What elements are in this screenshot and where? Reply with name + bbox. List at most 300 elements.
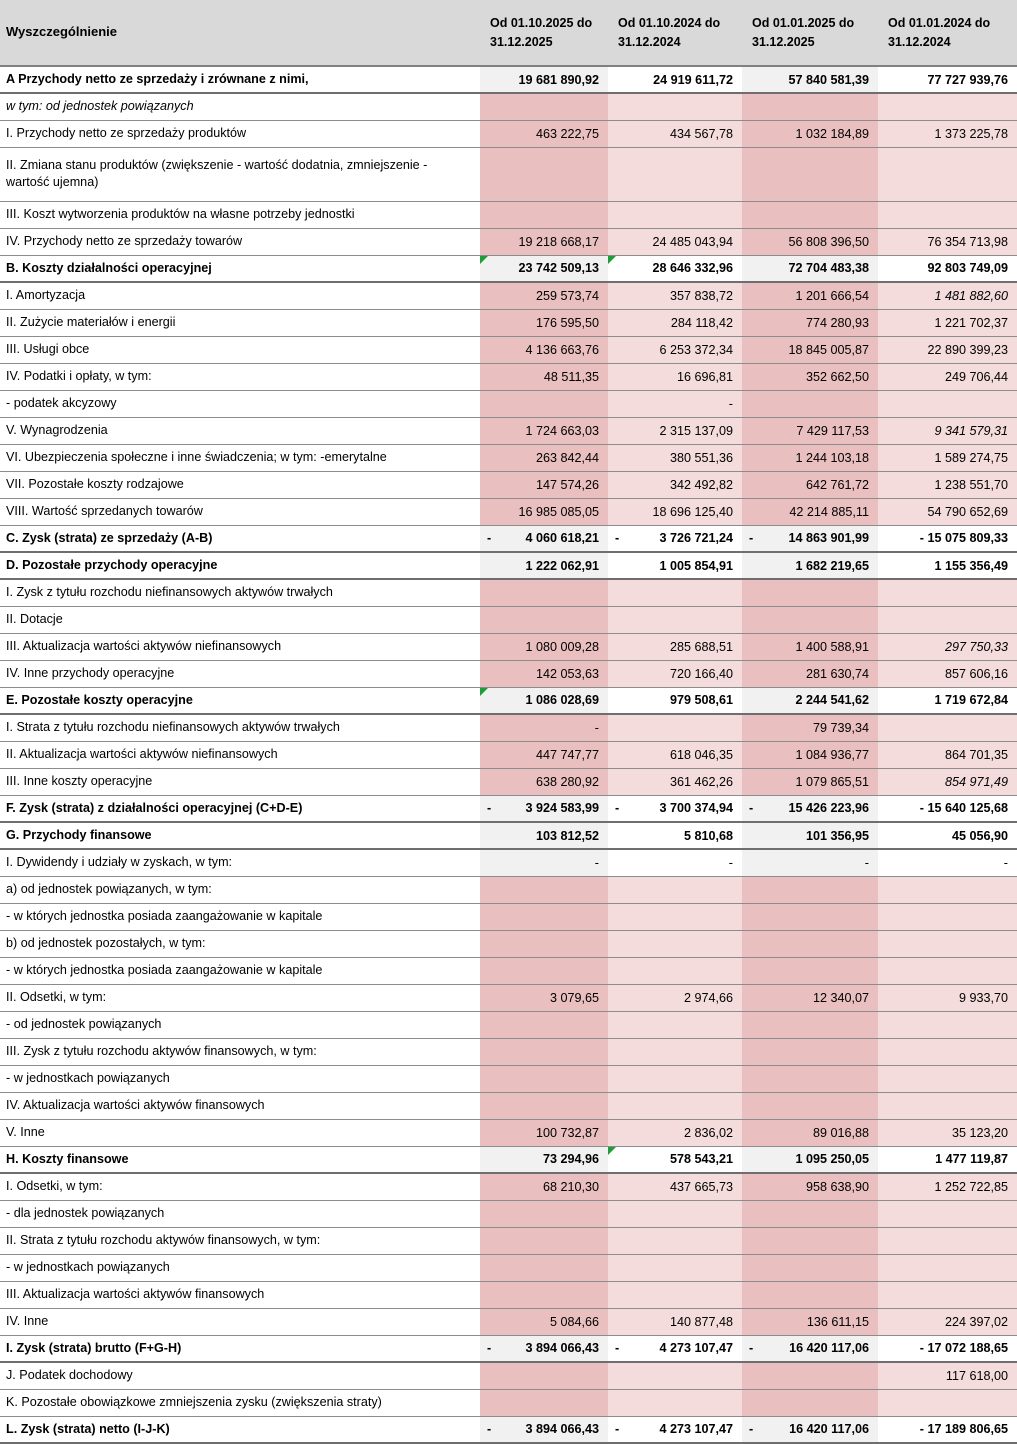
cell-value-col1 (480, 1119, 608, 1146)
table-row (0, 525, 1017, 552)
cell-value-col2 (608, 1200, 742, 1227)
table-row (0, 687, 1017, 714)
header-column-1: Od 01.10.2025 do 31.12.2025 (480, 0, 608, 66)
cell-value-col3 (742, 444, 878, 471)
cell-value-col4 (878, 498, 1017, 525)
cell-value-col1 (480, 1173, 608, 1200)
cell-text: 16 420 117,06 (789, 1341, 869, 1356)
table-row (0, 1281, 1017, 1308)
cell-value-col2 (608, 228, 742, 255)
header-column-4: Od 01.01.2024 do 31.12.2024 (878, 0, 1017, 66)
cell-value-col2 (608, 255, 742, 282)
header-label-column: Wyszczególnienie (0, 0, 480, 66)
table-row (0, 363, 1017, 390)
cell-value-col3 (742, 1362, 878, 1389)
table-row (0, 822, 1017, 849)
cell-value-col3 (742, 390, 878, 417)
cell-value-col2 (608, 525, 742, 552)
cell-text: 1 719 672,84 (934, 693, 1008, 708)
cell-value-col2 (608, 984, 742, 1011)
cell-text: 7 429 117,53 (796, 423, 869, 438)
row-label: J. Podatek dochodowy (0, 1362, 480, 1389)
cell-text: 16 420 117,06 (789, 1422, 869, 1437)
cell-value-col1 (480, 822, 608, 849)
cell-value-col1 (480, 228, 608, 255)
row-label: - dla jednostek powiązanych (0, 1200, 480, 1227)
cell-value-col1 (480, 1254, 608, 1281)
row-label: III. Aktualizacja wartości aktywów niefinansowych (0, 633, 480, 660)
header-column-3: Od 01.01.2025 do 31.12.2025 (742, 0, 878, 66)
table-row (0, 1200, 1017, 1227)
cell-value-col2 (608, 120, 742, 147)
cell-value-col2 (608, 957, 742, 984)
cell-value-col4 (878, 984, 1017, 1011)
cell-value-col2 (608, 822, 742, 849)
cell-value-col4 (878, 201, 1017, 228)
cell-value-col4 (878, 1092, 1017, 1119)
cell-text: 176 595,50 (535, 315, 599, 330)
cell-text: 3 726 721,24 (659, 531, 733, 546)
cell-text: 281 630,74 (805, 666, 869, 681)
cell-value-col3 (742, 1416, 878, 1443)
cell-text: 2 974,66 (683, 990, 733, 1005)
cell-value-col1 (480, 93, 608, 120)
row-label: III. Inne koszty operacyjne (0, 768, 480, 795)
table-row (0, 1146, 1017, 1173)
cell-value-col2 (608, 93, 742, 120)
negative-sign: - (615, 801, 620, 816)
cell-text: 79 739,34 (812, 720, 869, 735)
cell-value-col3 (742, 1200, 878, 1227)
cell-text: 1 724 663,03 (525, 423, 599, 438)
cell-value-col4 (878, 822, 1017, 849)
cell-value-col4 (878, 1362, 1017, 1389)
cell-value-col2 (608, 1146, 742, 1173)
cell-value-col4 (878, 930, 1017, 957)
cell-text: 136 611,15 (806, 1314, 869, 1329)
cell-value-col4 (878, 525, 1017, 552)
cell-value-col2 (608, 1011, 742, 1038)
table-row (0, 984, 1017, 1011)
cell-value-col3 (742, 1119, 878, 1146)
table-row (0, 930, 1017, 957)
negative-sign: - (615, 531, 620, 546)
row-label: - w jednostkach powiązanych (0, 1254, 480, 1281)
cell-value-col4 (878, 1173, 1017, 1200)
cell-value-col3 (742, 1173, 878, 1200)
cell-text: 14 863 901,99 (788, 531, 869, 546)
row-label: b) od jednostek pozostałych, w tym: (0, 930, 480, 957)
cell-text: 45 056,90 (951, 828, 1008, 843)
cell-value-col3 (742, 282, 878, 309)
cell-value-col3 (742, 768, 878, 795)
cell-value-col3 (742, 336, 878, 363)
cell-value-col2 (608, 1092, 742, 1119)
row-label: G. Przychody finansowe (0, 822, 480, 849)
row-label: - w jednostkach powiązanych (0, 1065, 480, 1092)
cell-value-col3 (742, 606, 878, 633)
row-label: II. Strata z tytułu rozchodu aktywów finansowych, w tym: (0, 1227, 480, 1254)
row-label: A Przychody netto ze sprzedaży i zrównane z nimi, (0, 66, 480, 93)
cell-text: 958 638,90 (805, 1179, 869, 1194)
cell-text: 16 985 085,05 (518, 504, 599, 519)
row-label: I. Zysk (strata) brutto (F+G-H) (0, 1335, 480, 1362)
cell-text: 9 341 579,31 (934, 423, 1008, 438)
table-row (0, 768, 1017, 795)
cell-value-col1 (480, 552, 608, 579)
cell-text: 1 095 250,05 (795, 1152, 869, 1167)
cell-text: 224 397,02 (944, 1314, 1008, 1329)
cell-value-col2 (608, 876, 742, 903)
cell-text: 42 214 885,11 (789, 504, 869, 519)
table-row (0, 1308, 1017, 1335)
cell-value-col4 (878, 363, 1017, 390)
cell-value-col1 (480, 1200, 608, 1227)
cell-value-col3 (742, 1092, 878, 1119)
cell-value-col4 (878, 1065, 1017, 1092)
table-row (0, 957, 1017, 984)
cell-value-col2 (608, 498, 742, 525)
cell-value-col1 (480, 579, 608, 606)
cell-value-col1 (480, 876, 608, 903)
cell-text: 24 919 611,72 (653, 72, 733, 87)
cell-value-col1 (480, 1335, 608, 1362)
table-row (0, 201, 1017, 228)
cell-text: 142 053,63 (535, 666, 599, 681)
cell-value-col3 (742, 579, 878, 606)
cell-value-col2 (608, 444, 742, 471)
row-label: F. Zysk (strata) z działalności operacyjnej (C+D-E) (0, 795, 480, 822)
cell-value-col1 (480, 1065, 608, 1092)
cell-text: 3 894 066,43 (525, 1341, 599, 1356)
cell-value-col3 (742, 687, 878, 714)
row-label: E. Pozostałe koszty operacyjne (0, 687, 480, 714)
cell-value-col4 (878, 1389, 1017, 1416)
cell-value-col4 (878, 336, 1017, 363)
cell-value-col2 (608, 363, 742, 390)
cell-value-col2 (608, 660, 742, 687)
cell-value-col4 (878, 444, 1017, 471)
cell-text: 35 123,20 (951, 1125, 1008, 1140)
cell-value-col1 (480, 201, 608, 228)
cell-text: 28 646 332,96 (652, 261, 733, 276)
cell-value-col2 (608, 1119, 742, 1146)
cell-value-col4 (878, 1011, 1017, 1038)
row-label: III. Usługi obce (0, 336, 480, 363)
cell-text: - 15 075 809,33 (919, 531, 1008, 546)
cell-text: 3 894 066,43 (525, 1422, 599, 1437)
cell-text: 4 136 663,76 (525, 342, 599, 357)
cell-text: 22 890 399,23 (927, 342, 1008, 357)
row-label: V. Wynagrodzenia (0, 417, 480, 444)
cell-value-col2 (608, 930, 742, 957)
cell-text: 263 842,44 (535, 450, 599, 465)
cell-value-col4 (878, 876, 1017, 903)
cell-text: 19 681 890,92 (518, 72, 599, 87)
row-label: III. Zysk z tytułu rozchodu aktywów finansowych, w tym: (0, 1038, 480, 1065)
cell-text: 1 252 722,85 (934, 1179, 1008, 1194)
row-label: - od jednostek powiązanych (0, 1011, 480, 1038)
cell-value-col1 (480, 687, 608, 714)
cell-value-col3 (742, 822, 878, 849)
cell-value-col1 (480, 768, 608, 795)
cell-value-col4 (878, 255, 1017, 282)
cell-value-col3 (742, 1281, 878, 1308)
cell-text: 1 084 936,77 (795, 747, 869, 762)
negative-sign: - (615, 1422, 620, 1437)
cell-text: 72 704 483,38 (788, 261, 869, 276)
cell-text: 1 238 551,70 (934, 477, 1008, 492)
cell-text: 2 836,02 (683, 1125, 733, 1140)
cell-value-col2 (608, 1173, 742, 1200)
table-row (0, 390, 1017, 417)
cell-text: 447 747,77 (535, 747, 599, 762)
cell-value-col1 (480, 633, 608, 660)
cell-text: 68 210,30 (542, 1179, 599, 1194)
cell-text: 57 840 581,39 (788, 72, 869, 87)
row-label: I. Dywidendy i udziały w zyskach, w tym: (0, 849, 480, 876)
cell-value-col4 (878, 1146, 1017, 1173)
cell-value-col4 (878, 120, 1017, 147)
cell-value-col4 (878, 1281, 1017, 1308)
table-row (0, 1092, 1017, 1119)
cell-text: 16 696,81 (676, 369, 733, 384)
cell-text: 103 812,52 (535, 828, 599, 843)
cell-value-col2 (608, 1416, 742, 1443)
row-label: I. Amortyzacja (0, 282, 480, 309)
cell-text: 857 606,16 (944, 666, 1008, 681)
cell-text: 1 481 882,60 (934, 288, 1008, 303)
cell-value-col1 (480, 660, 608, 687)
cell-text: 642 761,72 (805, 477, 869, 492)
cell-value-col1 (480, 1389, 608, 1416)
row-label: II. Zmiana stanu produktów (zwiększenie - wartość dodatnia, zmniejszenie - wartość ujemna) (0, 147, 480, 201)
cell-text: 19 218 668,17 (518, 234, 599, 249)
cell-value-col1 (480, 606, 608, 633)
cell-text: 1 400 588,91 (795, 639, 869, 654)
cell-text: 23 742 509,13 (518, 261, 599, 276)
cell-text: 285 688,51 (669, 639, 733, 654)
row-label: K. Pozostałe obowiązkowe zmniejszenia zysku (zwiększenia straty) (0, 1389, 480, 1416)
cell-value-col2 (608, 309, 742, 336)
cell-value-col2 (608, 1065, 742, 1092)
cell-value-col4 (878, 1038, 1017, 1065)
cell-value-col2 (608, 66, 742, 93)
cell-text: 342 492,82 (669, 477, 733, 492)
cell-value-col4 (878, 66, 1017, 93)
row-label: II. Dotacje (0, 606, 480, 633)
row-label: B. Koszty działalności operacyjnej (0, 255, 480, 282)
cell-text: 77 727 939,76 (927, 72, 1008, 87)
cell-value-col4 (878, 1416, 1017, 1443)
cell-text: 854 971,49 (944, 774, 1008, 789)
cell-text: 361 462,26 (669, 774, 733, 789)
cell-text: 15 426 223,96 (788, 801, 869, 816)
cell-value-col4 (878, 660, 1017, 687)
row-label: II. Odsetki, w tym: (0, 984, 480, 1011)
cell-text: - (728, 855, 733, 870)
cell-value-col3 (742, 255, 878, 282)
cell-text: 1 079 865,51 (795, 774, 869, 789)
row-label: II. Aktualizacja wartości aktywów niefinansowych (0, 741, 480, 768)
table-row (0, 849, 1017, 876)
cell-value-col2 (608, 1281, 742, 1308)
table-row (0, 876, 1017, 903)
row-label: IV. Przychody netto ze sprzedaży towarów (0, 228, 480, 255)
cell-text: 101 356,95 (805, 828, 869, 843)
table-row (0, 903, 1017, 930)
cell-value-col2 (608, 1362, 742, 1389)
comment-triangle-icon (480, 688, 488, 696)
cell-text: - (864, 855, 869, 870)
cell-value-col2 (608, 147, 742, 201)
cell-value-col2 (608, 579, 742, 606)
cell-value-col4 (878, 228, 1017, 255)
cell-value-col4 (878, 687, 1017, 714)
cell-value-col1 (480, 1281, 608, 1308)
cell-value-col1 (480, 849, 608, 876)
table-row (0, 471, 1017, 498)
cell-value-col1 (480, 1038, 608, 1065)
cell-text: 6 253 372,34 (659, 342, 733, 357)
cell-value-col3 (742, 471, 878, 498)
cell-value-col3 (742, 363, 878, 390)
table-row (0, 1173, 1017, 1200)
cell-value-col4 (878, 795, 1017, 822)
cell-value-col3 (742, 228, 878, 255)
table-row (0, 714, 1017, 741)
negative-sign: - (749, 801, 754, 816)
cell-text: 12 340,07 (812, 990, 869, 1005)
cell-text: 437 665,73 (669, 1179, 733, 1194)
cell-value-col4 (878, 1254, 1017, 1281)
cell-value-col4 (878, 957, 1017, 984)
cell-text: 89 016,88 (812, 1125, 869, 1140)
table-row (0, 1389, 1017, 1416)
cell-value-col4 (878, 1227, 1017, 1254)
cell-value-col3 (742, 795, 878, 822)
cell-value-col3 (742, 876, 878, 903)
cell-value-col1 (480, 930, 608, 957)
cell-value-col3 (742, 1308, 878, 1335)
cell-value-col3 (742, 849, 878, 876)
table-row (0, 1335, 1017, 1362)
cell-text: - (1003, 855, 1008, 870)
table-row (0, 1038, 1017, 1065)
cell-value-col4 (878, 1335, 1017, 1362)
cell-text: 5 084,66 (549, 1314, 599, 1329)
negative-sign: - (749, 1422, 754, 1437)
table-row (0, 498, 1017, 525)
cell-value-col3 (742, 903, 878, 930)
row-label: III. Koszt wytworzenia produktów na własne potrzeby jednostki (0, 201, 480, 228)
cell-value-col2 (608, 714, 742, 741)
cell-value-col3 (742, 957, 878, 984)
table-row (0, 309, 1017, 336)
cell-value-col2 (608, 1389, 742, 1416)
cell-text: - (594, 855, 599, 870)
cell-value-col3 (742, 1335, 878, 1362)
cell-text: 1 373 225,78 (934, 126, 1008, 141)
row-label: C. Zysk (strata) ze sprzedaży (A-B) (0, 525, 480, 552)
cell-value-col1 (480, 957, 608, 984)
cell-text: 3 079,65 (549, 990, 599, 1005)
cell-value-col4 (878, 849, 1017, 876)
cell-value-col3 (742, 1011, 878, 1038)
cell-value-col3 (742, 498, 878, 525)
row-label: - w których jednostka posiada zaangażowanie w kapitale (0, 957, 480, 984)
cell-value-col2 (608, 768, 742, 795)
cell-value-col4 (878, 282, 1017, 309)
cell-value-col3 (742, 147, 878, 201)
row-label: IV. Podatki i opłaty, w tym: (0, 363, 480, 390)
table-body (0, 66, 1017, 1443)
header-column-2: Od 01.10.2024 do 31.12.2024 (608, 0, 742, 66)
row-label: H. Koszty finansowe (0, 1146, 480, 1173)
negative-sign: - (487, 1422, 492, 1437)
cell-text: 92 803 749,09 (927, 261, 1008, 276)
cell-text: 1 477 119,87 (935, 1152, 1008, 1167)
cell-value-col3 (742, 120, 878, 147)
cell-text: 352 662,50 (805, 369, 869, 384)
negative-sign: - (749, 1341, 754, 1356)
row-label: D. Pozostałe przychody operacyjne (0, 552, 480, 579)
cell-text: 76 354 713,98 (927, 234, 1008, 249)
row-label: I. Strata z tytułu rozchodu niefinansowych aktywów trwałych (0, 714, 480, 741)
cell-value-col1 (480, 282, 608, 309)
cell-text: 259 573,74 (535, 288, 599, 303)
negative-sign: - (487, 1341, 492, 1356)
cell-value-col3 (742, 660, 878, 687)
cell-value-col2 (608, 471, 742, 498)
table-row (0, 579, 1017, 606)
cell-text: 1 032 184,89 (795, 126, 869, 141)
cell-value-col4 (878, 903, 1017, 930)
cell-value-col1 (480, 1227, 608, 1254)
cell-text: 73 294,96 (542, 1152, 599, 1167)
cell-text: 4 273 107,47 (659, 1422, 733, 1437)
cell-value-col1 (480, 525, 608, 552)
cell-value-col3 (742, 552, 878, 579)
cell-value-col1 (480, 363, 608, 390)
row-label: V. Inne (0, 1119, 480, 1146)
cell-value-col1 (480, 1092, 608, 1119)
row-label: III. Aktualizacja wartości aktywów finansowych (0, 1281, 480, 1308)
cell-text: - 15 640 125,68 (919, 801, 1008, 816)
cell-text: 140 877,48 (669, 1314, 733, 1329)
row-label: I. Przychody netto ze sprzedaży produktów (0, 120, 480, 147)
cell-value-col3 (742, 417, 878, 444)
table-row (0, 795, 1017, 822)
cell-text: 1 222 062,91 (525, 558, 599, 573)
cell-value-col3 (742, 1227, 878, 1254)
cell-value-col1 (480, 120, 608, 147)
cell-value-col3 (742, 1389, 878, 1416)
table-row (0, 282, 1017, 309)
cell-value-col4 (878, 147, 1017, 201)
cell-text: 54 790 652,69 (927, 504, 1008, 519)
cell-value-col1 (480, 147, 608, 201)
cell-value-col1 (480, 417, 608, 444)
cell-value-col1 (480, 903, 608, 930)
cell-value-col2 (608, 687, 742, 714)
cell-value-col4 (878, 714, 1017, 741)
cell-value-col2 (608, 201, 742, 228)
cell-text: 1 201 666,54 (795, 288, 869, 303)
table-row (0, 1119, 1017, 1146)
cell-value-col2 (608, 1308, 742, 1335)
cell-text: 618 046,35 (669, 747, 733, 762)
